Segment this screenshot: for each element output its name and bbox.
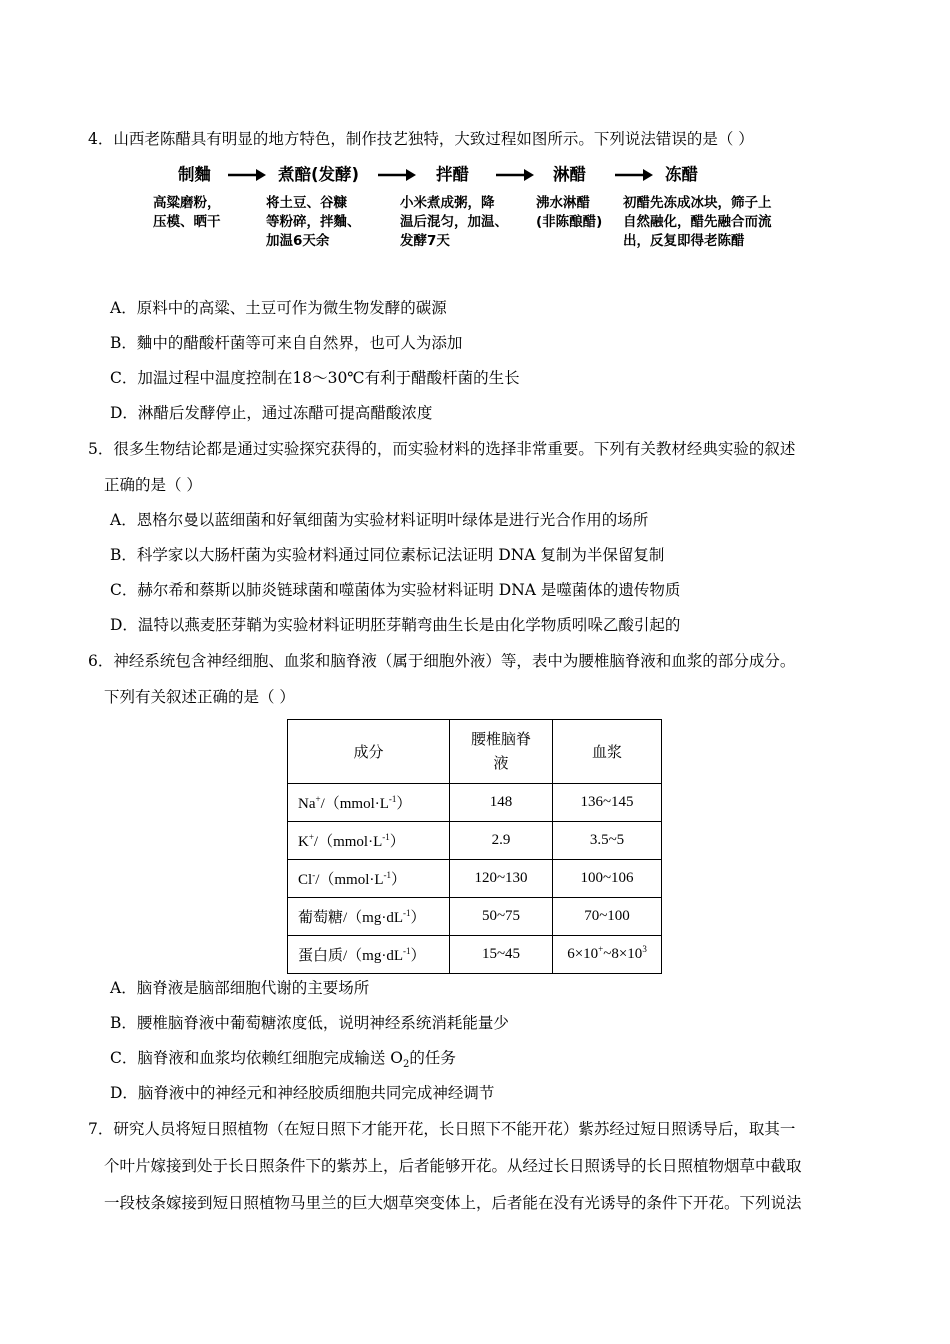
flow-desc-3: 小米煮成粥，降 温后混匀，加温、 发酵7天 <box>400 195 508 249</box>
q7-stem-cont-2: 一段枝条嫁接到短日照植物马里兰的巨大烟草突变体上，后者能在没有光诱导的条件下开花。下列说法 <box>104 1194 802 1212</box>
table-header-cell: 成分 <box>288 720 450 784</box>
flow-step-4: 淋醋 <box>553 165 586 184</box>
q5-stem-cont: 正确的是（ ） <box>104 476 202 494</box>
q6-option-b: B．腰椎脑脊液中葡萄糖浓度低，说明神经系统消耗能量少 <box>110 1014 509 1032</box>
table-cell: 70~100 <box>553 898 662 936</box>
q5-option-a: A．恩格尔曼以蓝细菌和好氧细菌为实验材料证明叶绿体是进行光合作用的场所 <box>110 511 649 529</box>
table-cell: 120~130 <box>450 860 553 898</box>
table-header-cell: 血浆 <box>553 720 662 784</box>
table-cell: 2.9 <box>450 822 553 860</box>
q4-stem: 4．山西老陈醋具有明显的地方特色，制作技艺独特，大致过程如图所示。下列说法错误的是（ ） <box>88 130 754 148</box>
table-header-cell: 腰椎脑脊 液 <box>450 720 553 784</box>
table-cell: $6\times 10^+\sim 8\times 10^3$ <box>553 936 662 974</box>
flow-desc-5: 初醋先冻成冰块，筛子上 自然融化，醋先融合而流 出，反复即得老陈醋 <box>623 195 772 249</box>
table-cell: 3.5~5 <box>553 822 662 860</box>
q5-stem: 5．很多生物结论都是通过实验探究获得的，而实验材料的选择非常重要。下列有关教材经典实验的叙述 <box>88 440 796 458</box>
table-cell: 葡萄糖$/(mg\cdot dL^{-1})$ <box>288 898 450 936</box>
q6-stem: 6．神经系统包含神经细胞、血浆和脑脊液（属于细胞外液）等，表中为腰椎脑脊液和血浆的部分成分。 <box>88 652 796 670</box>
table-cell: $K^+/(mmol\cdot L^{-1})$ <box>288 822 450 860</box>
table-row <box>288 784 662 822</box>
q5-option-b: B．科学家以大肠杆菌为实验材料通过同位素标记法证明 DNA 复制为半保留复制 <box>110 546 665 564</box>
table-row <box>288 860 662 898</box>
flow-step-3: 拌醋 <box>436 165 469 184</box>
flow-desc-1: 高粱磨粉， 压模、晒干 <box>153 195 221 230</box>
flow-desc-2: 将土豆、谷糠 等粉碎，拌麯、 加温6天余 <box>266 195 361 249</box>
q7-stem: 7．研究人员将短日照植物（在短日照下才能开花，长日照下不能开花）紫苏经过短日照诱导后，取其一 <box>88 1120 796 1138</box>
q4-option-c: C．加温过程中温度控制在18～30℃有利于醋酸杆菌的生长 <box>110 369 520 387</box>
q6-option-a: A．脑脊液是脑部细胞代谢的主要场所 <box>110 979 370 997</box>
table-row <box>288 822 662 860</box>
q4-option-d: D．淋醋后发酵停止，通过冻醋可提高醋酸浓度 <box>110 404 433 422</box>
table-cell: 蛋白质$/(mg\cdot dL^{-1})$ <box>288 936 450 974</box>
table-cell: 50~75 <box>450 898 553 936</box>
q4-option-b: B．麯中的醋酸杆菌等可来自自然界，也可人为添加 <box>110 334 463 352</box>
arrow-icon <box>228 168 266 182</box>
table-cell: 136~145 <box>553 784 662 822</box>
process-flow-diagram <box>150 163 850 273</box>
q5-option-c: C．赫尔希和蔡斯以肺炎链球菌和噬菌体为实验材料证明 DNA 是噬菌体的遗传物质 <box>110 581 681 599</box>
q6-stem-cont: 下列有关叙述正确的是（ ） <box>104 688 295 706</box>
q4-option-a: A．原料中的高粱、土豆可作为微生物发酵的碳源 <box>110 299 447 317</box>
q6-option-d: D．脑脊液中的神经元和神经胶质细胞共同完成神经调节 <box>110 1084 495 1102</box>
arrow-icon <box>378 168 416 182</box>
table-row <box>288 898 662 936</box>
composition-table <box>287 719 662 974</box>
flow-desc-4: 沸水淋醋 (非陈酿醋) <box>536 195 603 230</box>
flow-step-1: 制麯 <box>178 165 211 184</box>
table-cell: $Na^+/(mmol\cdot L^{-1})$ <box>288 784 450 822</box>
table-cell: 100~106 <box>553 860 662 898</box>
table-cell: $Cl^-/(mmol\cdot L^{-1})$ <box>288 860 450 898</box>
q7-stem-cont-1: 个叶片嫁接到处于长日照条件下的紫苏上，后者能够开花。从经过长日照诱导的长日照植物烟草中截取 <box>104 1157 802 1175</box>
table-cell: 15~45 <box>450 936 553 974</box>
table-header-row <box>288 720 662 784</box>
arrow-icon <box>496 168 534 182</box>
arrow-icon <box>615 168 653 182</box>
q6-option-c: C．脑脊液和血浆均依赖红细胞完成输送 $O_2$的任务 <box>110 1049 456 1071</box>
table-cell: 148 <box>450 784 553 822</box>
flow-step-5: 冻醋 <box>665 165 698 184</box>
table-row <box>288 936 662 974</box>
flow-step-2: 煮醅(发酵) <box>278 165 360 184</box>
q5-option-d: D．温特以燕麦胚芽鞘为实验材料证明胚芽鞘弯曲生长是由化学物质吲哚乙酸引起的 <box>110 616 681 634</box>
